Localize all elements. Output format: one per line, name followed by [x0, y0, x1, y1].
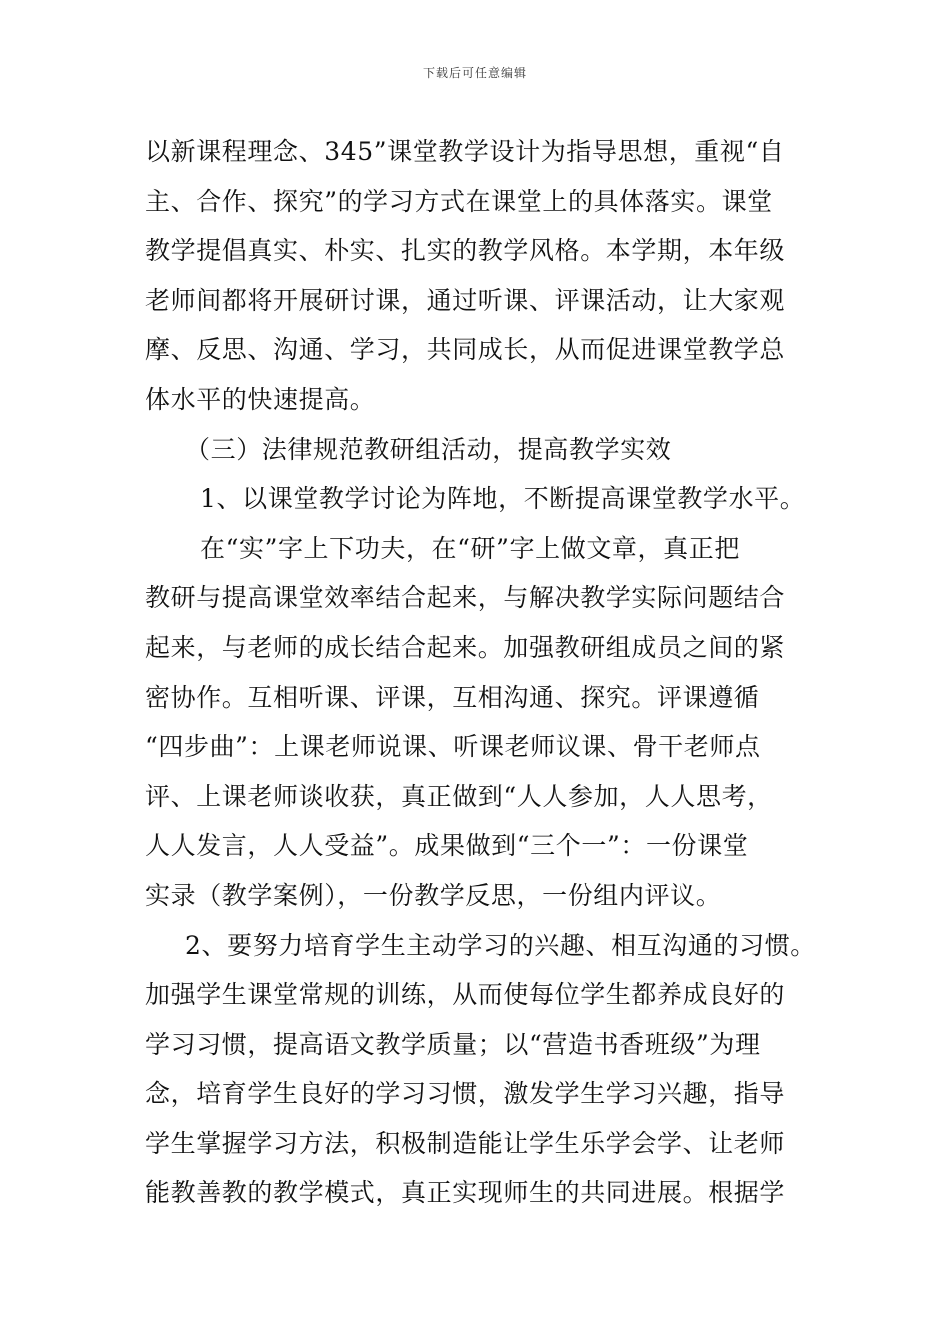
header-note: 下载后可任意编辑 — [422, 66, 527, 80]
text-line: 密协作。互相听课、评课，互相沟通、探究。评课遵循 — [145, 682, 760, 712]
text-line: 加强学生课堂常规的训练，从而使每位学生都养成良好的 — [145, 980, 786, 1010]
text-line: 教研与提高课堂效率结合起来，与解决教学实际问题结合 — [145, 583, 786, 613]
text-line: 学生掌握学习方法，积极制造能让学生乐学会学、让老师 — [145, 1128, 786, 1158]
text-line: 摩、反思、沟通、学习，共同成长，从而促进课堂教学总 — [145, 335, 786, 365]
text-line: 以新课程理念、345”课堂教学设计为指导思想，重视“自 — [145, 137, 785, 166]
text-line: （三）法律规范教研组活动，提高教学实效 — [185, 434, 672, 464]
text-line: 起来，与老师的成长结合起来。加强教研组成员之间的紧 — [145, 632, 786, 662]
text-line: 在“实”字上下功夫，在“研”字上做文章，真正把 — [200, 533, 740, 563]
document-body — [145, 127, 845, 1218]
text-line: 主、合作、探究”的学习方式在课堂上的具体落实。课堂 — [145, 186, 773, 216]
text-line: 念，培育学生良好的学习习惯，激发学生学习兴趣，指导 — [145, 1079, 786, 1109]
text-line: 能教善教的教学模式，真正实现师生的共同进展。根据学 — [145, 1178, 786, 1208]
text-line: 体水平的快速提高。 — [145, 384, 376, 414]
text-line: 人人发言，人人受益”。成果做到“三个一”：一份课堂 — [145, 831, 749, 861]
text-line: 学习习惯，提高语文教学质量；以“营造书香班级”为理 — [145, 1029, 761, 1059]
text-line: 实录（教学案例），一份教学反思，一份组内评议。 — [145, 880, 722, 910]
text-line: 教学提倡真实、朴实、扎实的教学风格。本学期，本年级 — [145, 236, 786, 266]
text-line: 老师间都将开展研讨课，通过听课、评课活动，让大家观 — [145, 285, 786, 315]
text-line: “四步曲”：上课老师说课、听课老师议课、骨干老师点 — [145, 732, 761, 762]
text-line: 1、以课堂教学讨论为阵地，不断提高课堂教学水平。 — [200, 484, 806, 514]
text-line: 评、上课老师谈收获，真正做到“人人参加，人人思考， — [145, 781, 773, 811]
text-line: 2、要努力培育学生主动学习的兴趣、相互沟通的习惯。 — [185, 930, 816, 960]
